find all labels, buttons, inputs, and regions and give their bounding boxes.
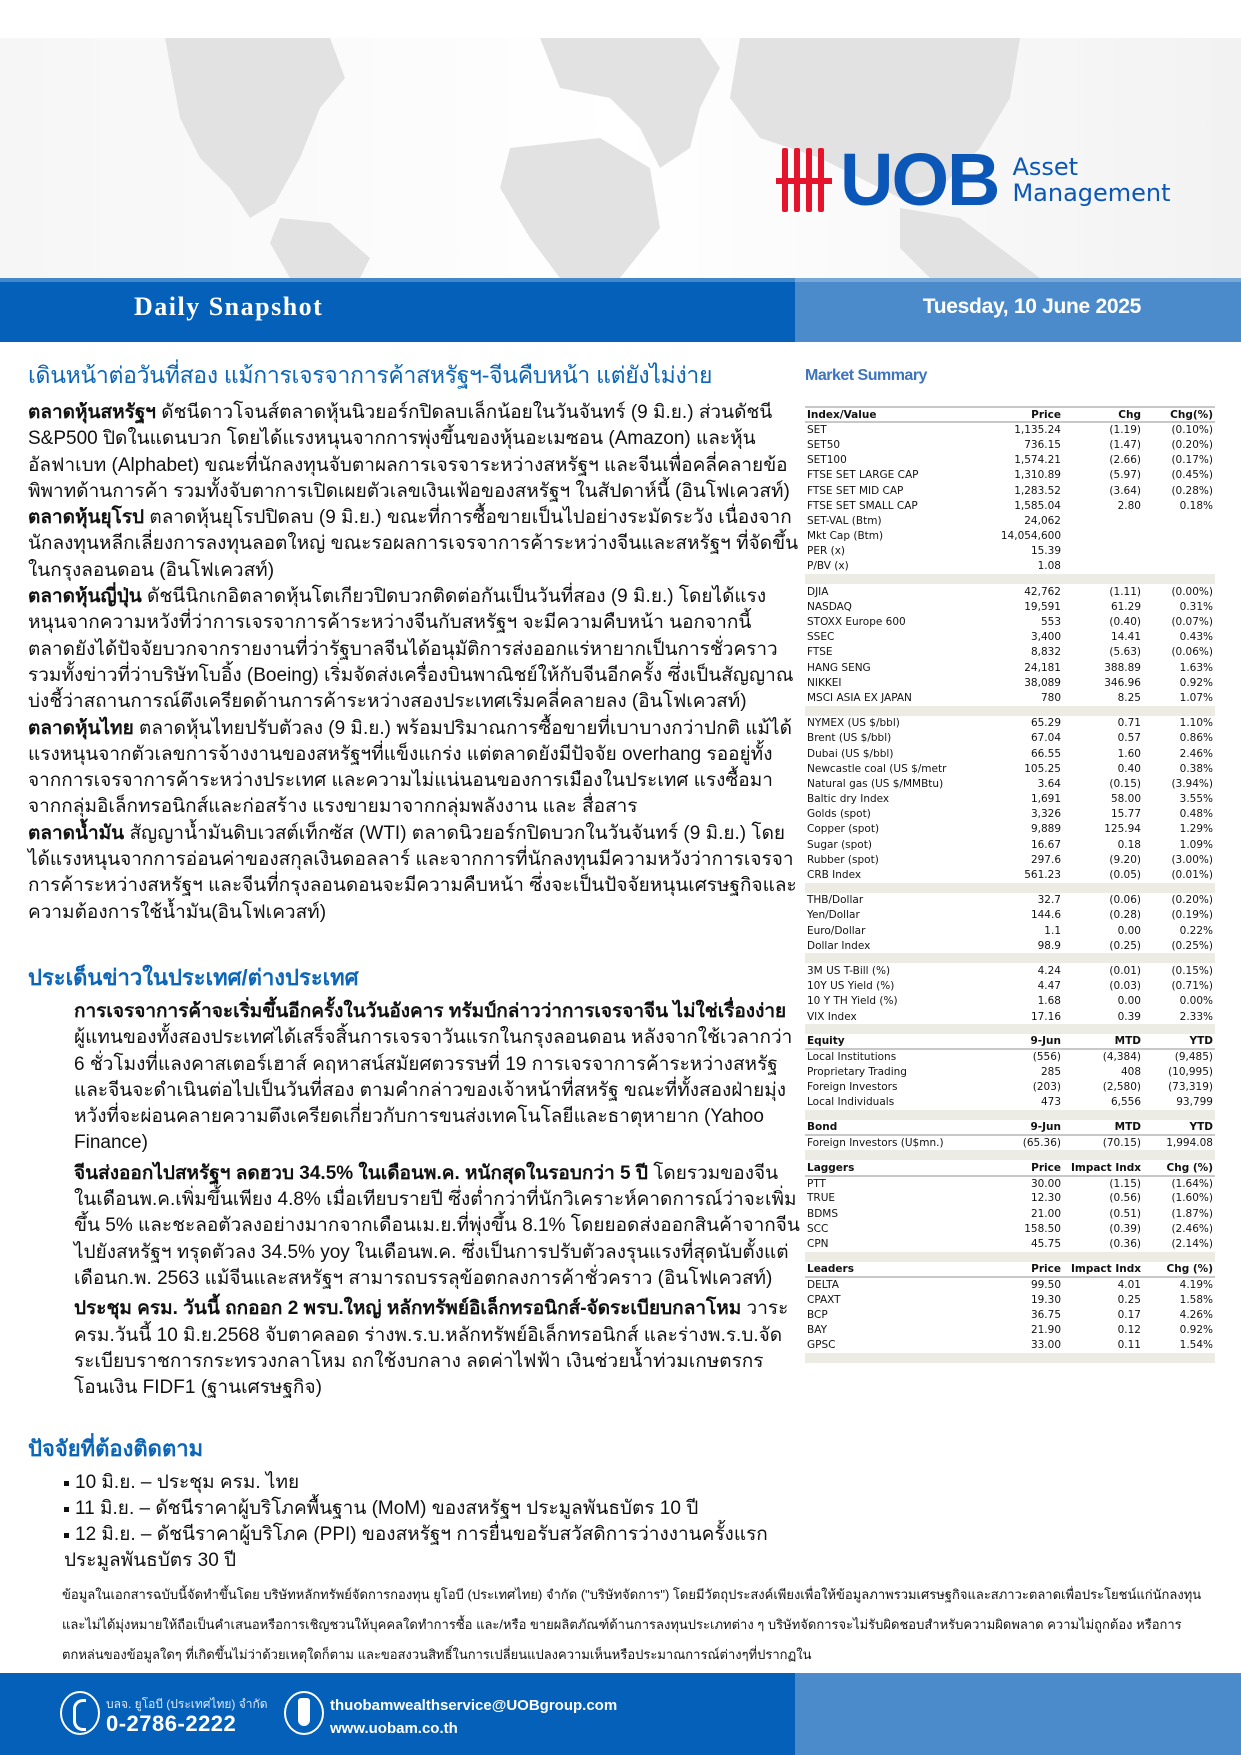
table-row: P/BV (x) 1.08 [807,560,1061,573]
market-paragraph-thai: ตลาดหุ้นไทย ตลาดหุ้นไทยปรับตัวลง (9 มิ.ย.) พร้อมปริมาณการซื้อขายที่เบาบางกว่าปกติ แม้ได้แรงหนุนจากตัวเลขการจ้างงานของสหรัฐฯที่แข็งแกร่ง แต่ตลาดยังมีปัจจัย overhang รออยู่ทั้งจากการเจรจาการค้าระหว่างประเทศ และความไม่แน่นอนของการเมืองในประเทศ แรงซื้อมาจากกลุ่มอิเล็กทรอนิกส์และก่อสร้าง แรงขายมาจากกลุ่มพลังงาน และ สื่อสาร [28,717,792,818]
market-summary-body [805,422,1215,1363]
news-item: ประชุม ครม. วันนี้ ถกออก 2 พรบ.ใหญ่ หลักทรัพย์อิเล็กทรอนิกส์-จัดระเบียบกลาโหม วาระครม.วันนี้ 10 มิ.ย.2568 จับตาคลอด ร่างพ.ร.บ.หลักทรัพย์อิเล็กทรอนิกส์ และร่างพ.ร.บ.จัดระเบียบราชการกระทรวงกลาโหม ถกใช้งบกลาง ลดค่าไฟฟ้า เงินช่วยน้ำท่วมเกษตรกร โอนเงิน FIDF1 (ฐานเศรษฐกิจ) [74,1298,789,1399]
footer-email-link[interactable]: thuobamwealthservice@UOBgroup.com [330,1697,618,1714]
news-item: จีนส่งออกไปสหรัฐฯ ลดฮวบ 34.5% ในเดือนพ.ค. หนักสุดในรอบกว่า 5 ปี โดยรวมของจีนในเดือนพ.ค.เพิ่มขึ้นเพียง 4.8% เมื่อเทียบรายปี ซึ่งต่ำกว่าที่นักวิเคราะห์คาดการณ์ว่าจะเพิ่มขึ้น 5% และชะลอตัวลงอย่างมากจากเดือนเม.ย.ที่พุ่งขึ้น 8.1% โดยยอดส่งออกสินค้าจากจีนไปยังสหรัฐฯ ทรุดตัวลง 34.5% yoy ในเดือนพ.ค. ซึ่งเป็นการปรับตัวลงรุนแรงที่สุดนับตั้งแต่เดือนก.พ. 2563 แม้จีนและสหรัฐฯ สามารถบรรลุข้อตกลงการค้าชั่วคราว (อินโฟเควสท์) [74,1162,800,1289]
table-separator [805,1024,1215,1034]
table-subheader-row: Laggers Price Impact Indx Chg (%) [805,1160,1215,1175]
header-hero [0,38,1241,278]
table-row: CRB Index 561.23 (0.05) (0.01%) [807,869,1213,882]
watch-item: 11 มิ.ย. – ดัชนีราคาผู้บริโภคพื้นฐาน (MoM) ของสหรัฐฯ ประมูลพันธบัตร 10 ปี [64,1496,800,1522]
table-row: HANG SENG 24,181 388.89 1.63% [807,661,1213,674]
table-row: SET50 736.15 (1.47) (0.20%) [807,438,1213,451]
report-title: Daily Snapshot [134,292,324,321]
table-subheader-row: Bond 9-Jun MTD YTD [805,1120,1215,1135]
table-row: Brent (US $/bbl) 67.04 0.57 0.86% [807,732,1213,745]
table-separator [805,706,1215,716]
table-header-row: Index/Value Price Chg Chg(%) [807,408,1213,421]
logo-wordmark: UOB [840,138,999,221]
table-row: VIX Index 17.16 0.39 2.33% [807,1010,1213,1023]
table-row: SET100 1,574.21 (2.66) (0.17%) [807,454,1213,467]
table-row: Local Institutions (556) (4,384) (9,485) [807,1051,1213,1064]
watch-item: 10 มิ.ย. – ประชุม ครม. ไทย [64,1470,800,1496]
table-row: NASDAQ 19,591 61.29 0.31% [807,600,1213,613]
table-row: DJIA 42,762 (1.11) (0.00%) [807,585,1213,598]
footer-website-link[interactable]: www.uobam.co.th [330,1720,458,1737]
table-row: 10 Y TH Yield (%) 1.68 0.00 0.00% [807,995,1213,1008]
table-row: Sugar (spot) 16.67 0.18 1.09% [807,838,1213,851]
table-separator [805,1252,1215,1262]
footer-bar [0,1673,1241,1755]
table-row: Yen/Dollar 144.6 (0.28) (0.19%) [807,909,1213,922]
main-content [28,358,800,1574]
table-row: Natural gas (US $/MMBtu) 3.64 (0.15) (3.94%) [807,777,1213,790]
table-row: Euro/Dollar 1.1 0.00 0.22% [807,924,1213,937]
page-headline: เดินหน้าต่อวันที่สอง แม้การเจรจาการค้าสหรัฐฯ-จีนคืบหน้า แต่ยังไม่ง่าย [28,362,713,388]
table-row: FTSE SET LARGE CAP 1,310.89 (5.97) (0.45%) [807,469,1213,482]
table-row: Newcastle coal (US $/metr 105.25 0.40 0.38% [807,762,1213,775]
table-row: CPN 45.75 (0.36) (2.14%) [807,1237,1213,1250]
table-row: Proprietary Trading 285 408 (10,995) [807,1066,1213,1079]
table-row: FTSE SET SMALL CAP 1,585.04 2.80 0.18% [807,499,1213,512]
bullet-icon [64,1533,69,1538]
watch-list [28,1470,800,1574]
market-paragraph-europe: ตลาดหุ้นยุโรป ตลาดหุ้นยุโรปปิดลบ (9 มิ.ย.) ขณะที่การซื้อขายเป็นไปอย่างระมัดระวัง เนื่องจากนักลงทุนหลีกเลี่ยงการลงทุนลอตใหญ่ ขณะรอผลการเจรจาการค้าระหว่างจีนและสหรัฐฯ ที่จัดขึ้นในกรุงลอนดอน (อินโฟเควสท์) [28,507,799,581]
table-row: Foreign Investors (U$mn.) (65.36) (70.15) 1,994.08 [807,1137,1213,1150]
table-separator [805,1110,1215,1120]
table-row: Rubber (spot) 297.6 (9.20) (3.00%) [807,853,1213,866]
table-row: MSCI ASIA EX JAPAN 780 8.25 1.07% [807,691,1213,704]
bullet-icon [64,1481,69,1486]
market-summary-panel [805,366,1215,1363]
table-row: NIKKEI 38,089 346.96 0.92% [807,676,1213,689]
table-row: SET-VAL (Btm) 24,062 [807,514,1061,527]
table-row: FTSE 8,832 (5.63) (0.06%) [807,646,1213,659]
table-row: CPAXT 19.30 0.25 1.58% [807,1293,1213,1306]
phone-icon [60,1691,100,1735]
table-row: FTSE SET MID CAP 1,283.52 (3.64) (0.28%) [807,484,1213,497]
footer-phone-link[interactable]: 0-2786-2222 [106,1711,237,1736]
bullet-icon [64,1507,69,1512]
table-row: PTT 30.00 (1.15) (1.64%) [807,1177,1213,1190]
market-summary-title: Market Summary [805,367,927,384]
disclaimer-text: ข้อมูลในเอกสารฉบับนี้จัดทำขึ้นโดย บริษัทหลักทรัพย์จัดการกองทุน ยูโอบี (ประเทศไทย) จำกัด ("บริษัทจัดการ") โดยมีวัตถุประสงค์เพียงเพื่อให้ข้อมูลภาพรวมเศรษฐกิจและสภาวะตลาดเพื่อประโยชน์แก่นักลงทุนและไม่ได้มุ่งหมายให้ถือเป็นคำเสนอหรือการเชิญชวนให้บุคคลใดทำการซื้อ และ/หรือ ขายผลิตภัณฑ์ด้านการลงทุนประเภทต่าง ๆ บริษัทจัดการจะไม่รับผิดชอบสำหรับความผิดพลาด ความไม่ถูกต้อง หรือการตกหล่นของข้อมูลใดๆ ที่เกิดขึ้นไม่ว่าด้วยเหตุใดก็ตาม และขอสงวนสิทธิ์ในการเปลี่ยนแปลงความเห็นหรือประมาณการณ์ต่างๆที่ปรากฏใน [62,1587,1202,1662]
table-row: DELTA 99.50 4.01 4.19% [807,1278,1213,1291]
table-row: SSEC 3,400 14.41 0.43% [807,631,1213,644]
title-banner [0,278,1241,342]
table-row: GPSC 33.00 0.11 1.54% [807,1339,1213,1352]
market-paragraph-oil: ตลาดน้ำมัน สัญญาน้ำมันดิบเวสต์เท็กซัส (WTI) ตลาดนิวยอร์กปิดบวกในวันจันทร์ (9 มิ.ย.) โดยได้แรงหนุนจากการอ่อนค่าของสกุลเงินดอลลาร์ และจากการที่นักลงทุนมีความหวังว่าการเจรจาการค้าระหว่างสหรัฐฯ และจีนที่กรุงลอนดอนจะมีความคืบหน้า ซึ่งจะเป็นปัจจัยหนุนเศรษฐกิจและความต้องการใช้น้ำมัน(อินโฟเควสท์) [28,822,797,923]
table-row: SCC 158.50 (0.39) (2.46%) [807,1222,1213,1235]
table-separator [805,953,1215,963]
news-list [28,999,800,1401]
uob-logo-mark-icon [776,148,832,212]
table-row: Dollar Index 98.9 (0.25) (0.25%) [807,939,1213,952]
table-separator [805,883,1215,893]
market-commentary [28,400,800,926]
table-row: Local Individuals 473 6,556 93,799 [807,1096,1213,1109]
table-row: BDMS 21.00 (0.51) (1.87%) [807,1207,1213,1220]
news-section-title: ประเด็นข่าวในประเทศ/ต่างประเทศ [28,964,359,990]
table-row: Baltic dry Index 1,691 58.00 3.55% [807,793,1213,806]
mail-icon [284,1691,324,1735]
table-row: SET 1,135.24 (1.19) (0.10%) [807,424,1213,437]
table-subheader-row: Leaders Price Impact Indx Chg (%) [805,1262,1215,1277]
table-subheader-row: Equity 9-Jun MTD YTD [805,1034,1215,1049]
table-row: Golds (spot) 3,326 15.77 0.48% [807,808,1213,821]
market-summary-table [805,406,1215,1363]
uob-logo [776,132,1171,228]
market-paragraph-us: ตลาดหุ้นสหรัฐฯ ดัชนีดาวโจนส์ตลาดหุ้นนิวยอร์กปิดลบเล็กน้อยในวันจันทร์ (9 มิ.ย.) ส่วนดัชนี S&P500 ปิดในแดนบวก โดยได้แรงหนุนจากการพุ่งขึ้นของหุ้นอะเมซอน (Amazon) และหุ้นอัลฟาเบท (Alphabet) ขณะที่นักลงทุนจับตาผลการเจรจาระหว่างสหรัฐฯ และจีนเพื่อคลี่คลายข้อพิพาทด้านการค้า รวมทั้งจับตาการเปิดเผยตัวเลขเงินเฟ้อของสหรัฐฯ ในสัปดาห์นี้ (อินโฟเควสท์) [28,402,790,502]
table-row: BAY 21.90 0.12 0.92% [807,1323,1213,1336]
table-row: BCP 36.75 0.17 4.26% [807,1308,1213,1321]
table-row: NYMEX (US $/bbl) 65.29 0.71 1.10% [807,717,1213,730]
table-row: Dubai (US $/bbl) 66.55 1.60 2.46% [807,747,1213,760]
logo-subtitle: Asset Management [1012,152,1171,207]
table-row: Copper (spot) 9,889 125.94 1.29% [807,823,1213,836]
report-date: Tuesday, 10 June 2025 [922,295,1141,318]
table-separator [805,574,1215,584]
table-row: TRUE 12.30 (0.56) (1.60%) [807,1192,1213,1205]
table-separator [805,1353,1215,1363]
table-row: Foreign Investors (203) (2,580) (73,319) [807,1081,1213,1094]
table-row: Mkt Cap (Btm) 14,054,600 [807,530,1061,543]
footer-company: บลจ. ยูโอบี (ประเทศไทย) จำกัด [106,1697,268,1711]
table-row: 10Y US Yield (%) 4.47 (0.03) (0.71%) [807,980,1213,993]
table-row: STOXX Europe 600 553 (0.40) (0.07%) [807,616,1213,629]
watch-item: 12 มิ.ย. – ดัชนีราคาผู้บริโภค (PPI) ของสหรัฐฯ การยื่นขอรับสวัสดิการว่างงานครั้งแรก ประมูลพันธบัตร 30 ปี [64,1524,768,1572]
market-paragraph-japan: ตลาดหุ้นญี่ปุ่น ดัชนีนิกเกอิตลาดหุ้นโตเกียวปิดบวกติดต่อกันเป็นวันที่สอง (9 มิ.ย.) โดยได้แรงหนุนจากความหวังที่ว่าการเจรจาการค้าระหว่างจีนกับสหรัฐฯ จะมีความคืบหน้า นอกจากนี้ ตลาดยังได้ปัจจัยบวกจากรายงานที่ว่ารัฐบาลจีนได้อนุมัติการส่งออกแร่หายากเป็นการชั่วคราว รวมทั้งข่าวที่ว่าบริษัทโบอิ้ง (Boeing) เริ่มจัดส่งเครื่องบินพาณิชย์ให้กับจีนอีกครั้ง ซึ่งเป็นสัญญาณบ่งชี้ว่าสถานการณ์ตึงเครียดด้านการค้าระหว่างสองประเทศเริ่มคลี่คลายลง (อินโฟเควสท์) [28,586,794,713]
table-row: PER (x) 15.39 [807,545,1061,558]
table-row: 3M US T-Bill (%) 4.24 (0.01) (0.15%) [807,964,1213,977]
table-row: THB/Dollar 32.7 (0.06) (0.20%) [807,894,1213,907]
watch-section-title: ปัจจัยที่ต้องติดตาม [28,1436,204,1462]
news-item: การเจรจาการค้าจะเริ่มขึ้นอีกครั้งในวันอังคาร ทรัมป์กล่าวว่าการเจรจาจีน ไม่ใช่เรื่องง่าย ผู้แทนของทั้งสองประเทศได้เสร็จสิ้นการเจรจาวันแรกในกรุงลอนดอน หลังจากใช้เวลากว่า 6 ชั่วโมงที่แลงคาสเตอร์เฮาส์ คฤหาสน์สมัยศตวรรษที่ 19 การเจรจาการค้าระหว่างสหรัฐและจีนจะดำเนินต่อไปเป็นวันที่สอง ตามคำกล่าวของเจ้าหน้าที่สหรัฐ ขณะที่ทั้งสองฝ่ายมุ่งหวังที่จะผ่อนคลายความตึงเครียดเกี่ยวกับการขนส่งเทคโนโลยีและธาตุหายาก (Yahoo Finance) [74,1000,793,1154]
table-separator [805,1150,1215,1160]
